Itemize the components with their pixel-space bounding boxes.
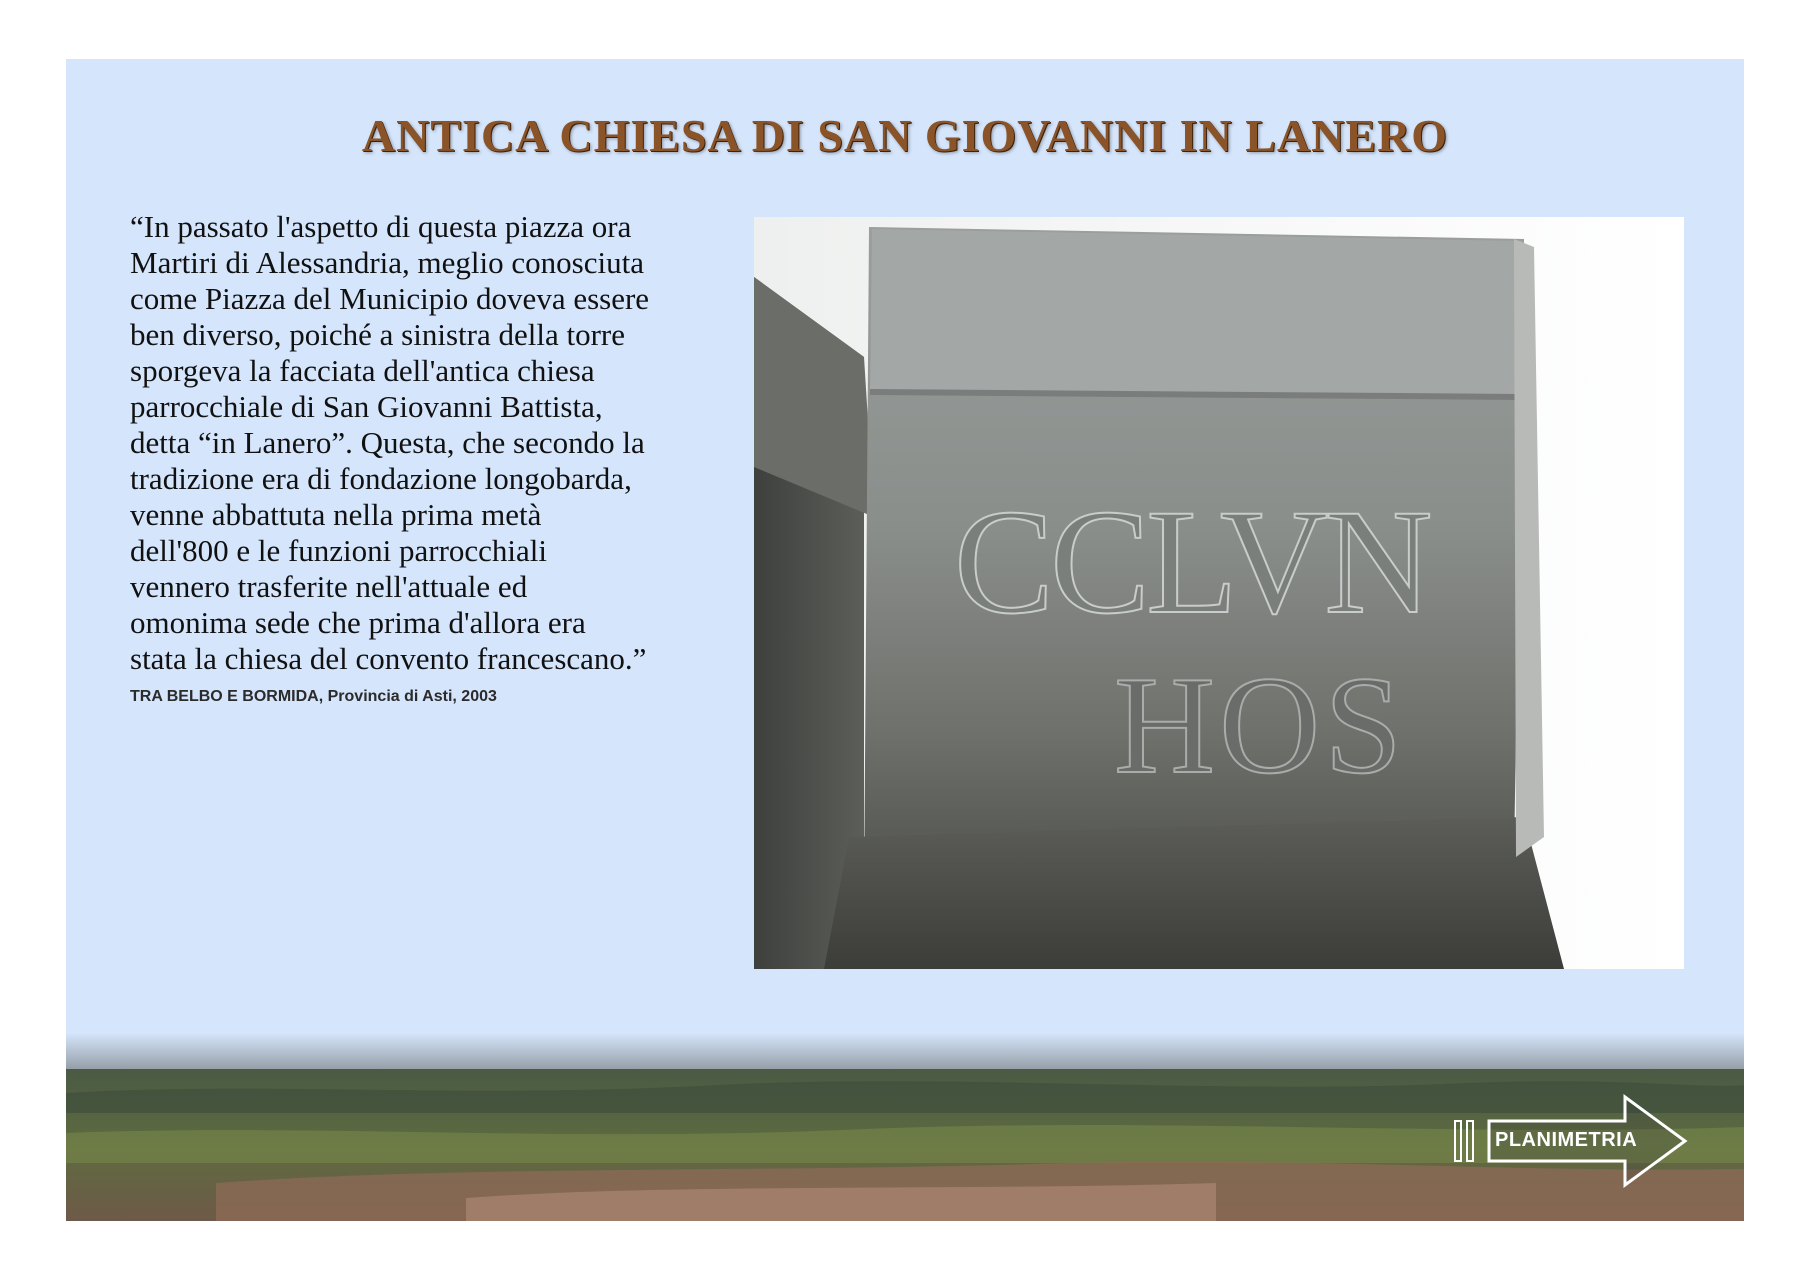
- inscription-line-2: HOS: [1114, 648, 1407, 803]
- quote-text: “In passato l'aspetto di questa piazza ora Martiri di Alessandria, meglio conosciuta come Piazza del Municipio doveva essere ben diverso, poiché a sinistra della torre sporgeva la facciata dell'antica chiesa parrocchiale di San Giovanni Battista, detta “in Lanero”. Questa, che secondo la tradizione era di fondazione longobarda, venne abbattuta nella prima metà dell'800 e le funzioni parrocchiali vennero trasferite nell'attuale ed omonima sede che prima d'allora era stata la chiesa del convento francescano.”: [130, 209, 650, 676]
- inscription-line-1: CCLVN: [954, 479, 1429, 645]
- nav-label: PLANIMETRIA: [1495, 1129, 1638, 1151]
- citation: TRA BELBO E BORMIDA, Provincia di Asti, 2003: [130, 688, 497, 705]
- stone-inscription-photo: [754, 217, 1684, 969]
- page-title: ANTICA CHIESA DI SAN GIOVANNI IN LANERO: [361, 110, 1449, 161]
- content-panel: [66, 59, 1744, 1221]
- planimetria-nav-button[interactable]: [1453, 1093, 1693, 1191]
